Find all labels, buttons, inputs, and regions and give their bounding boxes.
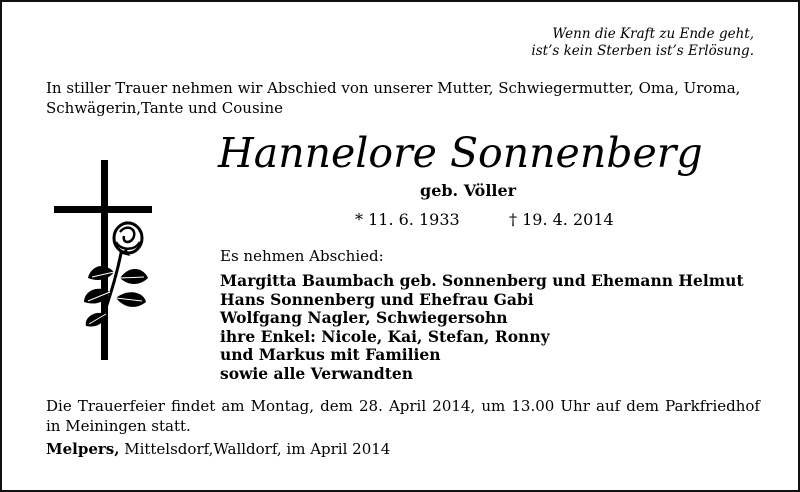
- motto-quote: [434, 26, 754, 60]
- place-rest: Mittelsdorf,Walldorf, im April 2014: [119, 440, 391, 458]
- mourner-line: Margitta Baumbach geb. Sonnenberg und Ehemann Helmut: [220, 271, 744, 290]
- maiden-name: geb. Völler: [420, 181, 517, 200]
- intro-text: [46, 78, 766, 118]
- place-date-line: [46, 440, 390, 458]
- intro-line-1: In stiller Trauer nehmen wir Abschied von unserer Mutter, Schwiegermutter, Oma, Uroma,: [46, 79, 741, 97]
- place-bold: Melpers,: [46, 440, 120, 458]
- cross-with-rose-icon: [44, 160, 164, 360]
- mourner-line: Wolfgang Nagler, Schwiegersohn: [220, 308, 508, 328]
- mourners-label: Es nehmen Abschied:: [220, 247, 384, 265]
- motto-line-2: ist’s kein Sterben ist’s Erlösung.: [531, 43, 754, 59]
- mourners-list: [220, 272, 780, 384]
- funeral-info: Die Trauerfeier findet am Montag, dem 28. April 2014, um 13.00 Uhr auf dem Parkfriedhof in Meiningen statt.: [46, 397, 760, 435]
- deceased-name: Hannelore Sonnenberg: [218, 129, 703, 177]
- mourner-line: sowie alle Verwandten: [220, 363, 414, 383]
- mourner-line: ihre Enkel: Nicole, Kai, Stefan, Ronny: [220, 326, 550, 346]
- motto-line-1: Wenn die Kraft zu Ende geht,: [552, 26, 754, 42]
- intro-line-2: Schwägerin,Tante und Cousine: [46, 99, 284, 117]
- death-date: † 19. 4. 2014: [509, 210, 614, 229]
- birth-date: * 11. 6. 1933: [355, 210, 460, 229]
- mourner-line: Hans Sonnenberg und Ehefrau Gabi: [220, 289, 534, 309]
- mourner-line: und Markus mit Familien: [220, 345, 441, 365]
